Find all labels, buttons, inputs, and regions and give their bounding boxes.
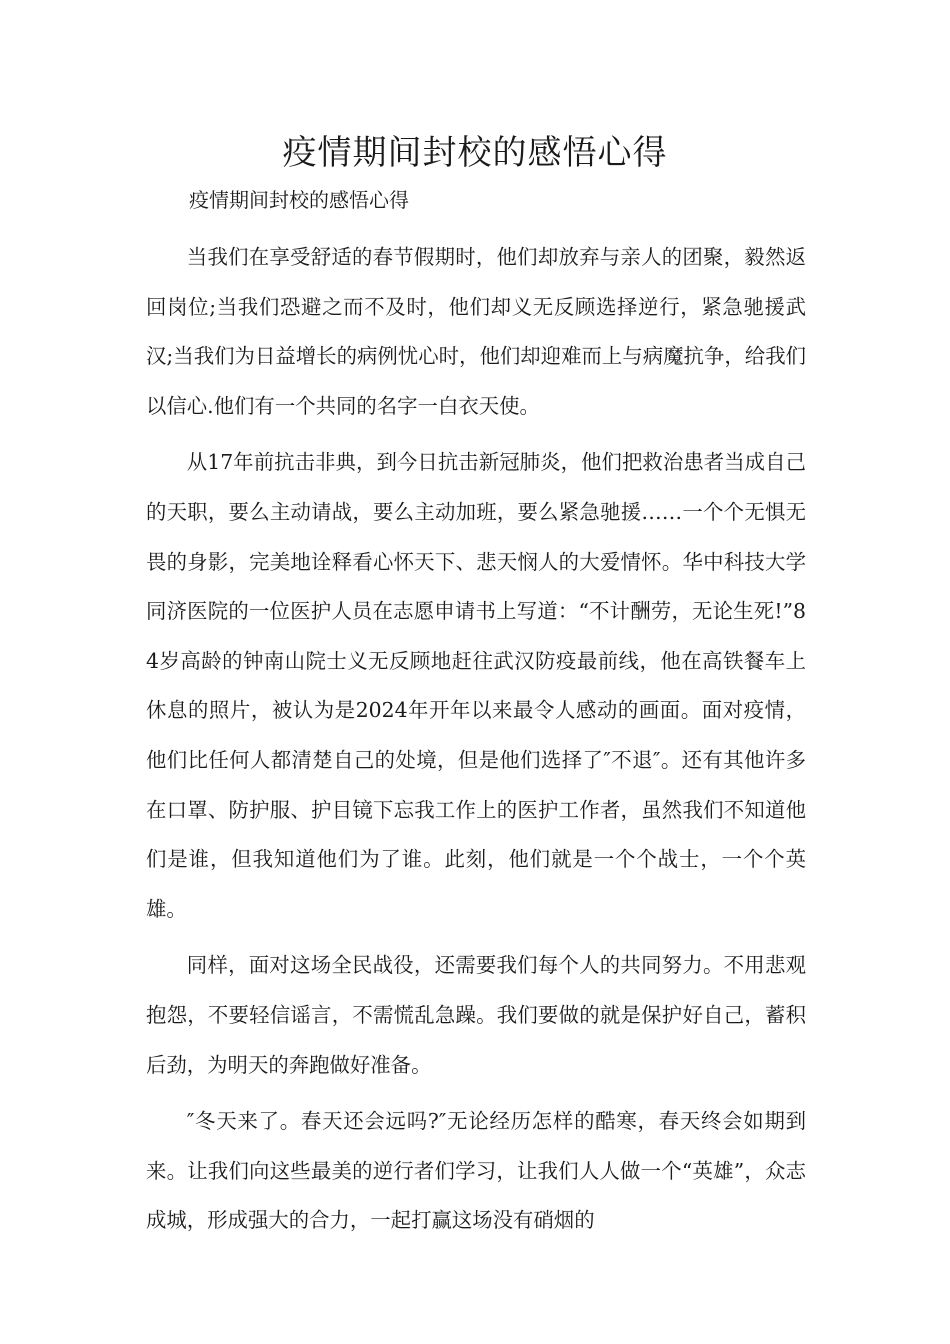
paragraph: 同样，面对这场全民战役，还需要我们每个人的共同努力。不用悲观抱怨，不要轻信谣言，不需慌乱急躁。我们要做的就是保护好自己，蓄积后劲，为明天的奔跑做好准备。 [146, 953, 806, 1077]
document-body [146, 233, 806, 1253]
paragraph: 从17年前抗击非典，到今日抗击新冠肺炎，他们把救治患者当成自己的天职，要么主动请战，要么主动加班，要么紧急驰援……一个个无惧无畏的身影，完美地诠释看心怀天下、悲天悯人的大爱情怀。华中科技大学同济医院的一位医护人员在志愿申请书上写道：“不计酬劳，无论生死!”84岁高龄的钟南山院士义无反顾地赶往武汉防疫最前线，他在高铁餐车上休息的照片，被认为是2024年开年以来最令人感动的画面。面对疫情，他们比任何人都清楚自己的处境，但是他们选择了″不退″。还有其他许多在口罩、防护服、护目镜下忘我工作上的医护工作者，虽然我们不知道他们是谁，但我知道他们为了谁。此刻，他们就是一个个战士，一个个英雄。 [146, 450, 806, 921]
paragraph: ″冬天来了。春天还会远吗?″无论经历怎样的酷寒，春天终会如期到来。让我们向这些最美的逆行者们学习，让我们人人做一个“英雄”，众志成城，形成强大的合力，一起打赢这场没有硝烟的 [146, 1109, 806, 1233]
document-subtitle: 疫情期间封校的感悟心得 [189, 188, 409, 212]
paragraph: 当我们在享受舒适的春节假期时，他们却放弃与亲人的团聚，毅然返回岗位;当我们恐避之而不及时，他们却义无反顾选择逆行，紧急驰援武汉;当我们为日益增长的病例忧心时，他们却迎难而上与病魔抗争，给我们以信心.他们有一个共同的名字一白衣天使。 [146, 245, 806, 418]
document-title: 疫情期间封校的感悟心得 [282, 133, 668, 173]
